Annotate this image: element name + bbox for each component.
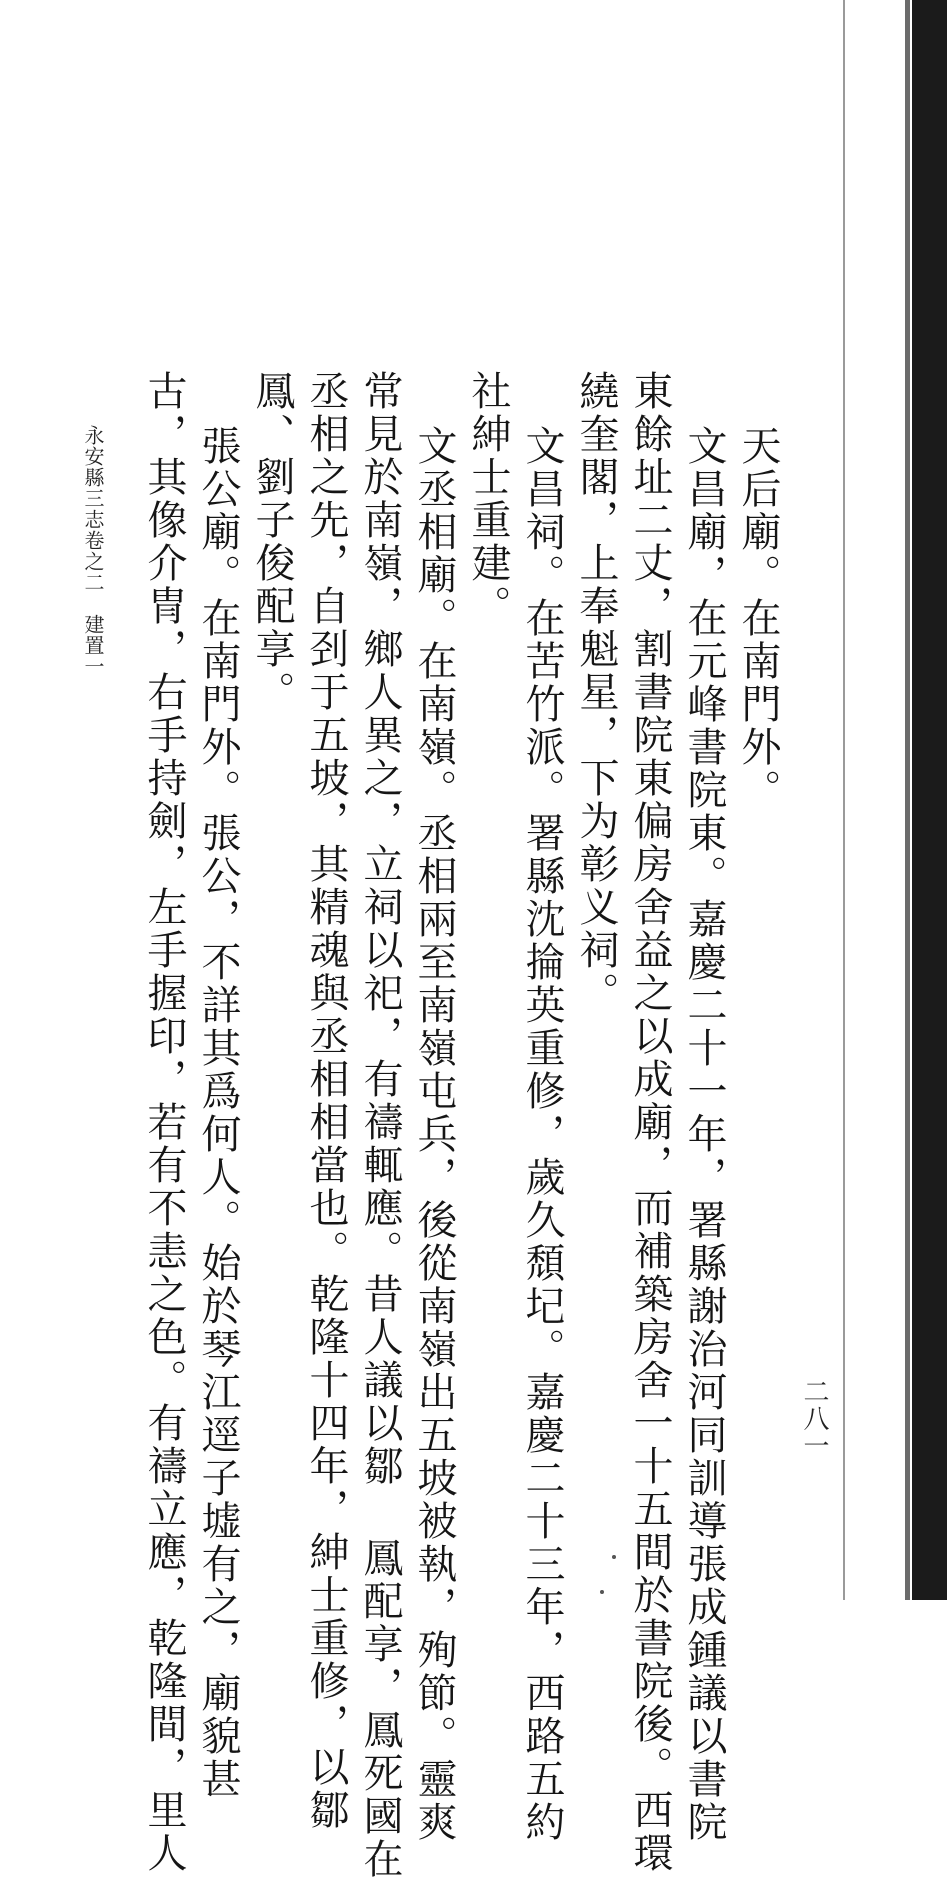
text-column-6: 社紳士重建。 (465, 370, 511, 628)
text-column-5: 文昌祠。在苦竹派。署縣沈掄英重修，歲久頹圮。嘉慶二十三年，西路五約 (519, 425, 565, 1844)
text-column-3: 東餘址二丈，割書院東偏房舍益之以成廟，而補築房舍一十五間於書院後。西環 (627, 370, 673, 1875)
scan-speck (600, 1590, 604, 1594)
page-border-line (843, 0, 845, 1600)
scan-edge-shadow (905, 0, 910, 1600)
text-column-11: 張公廟。在南門外。張公，不詳其爲何人。始於琴江逕子墟有之，廟貌甚 (195, 425, 241, 1801)
scan-edge (912, 0, 947, 1600)
text-column-10: 鳳、劉子俊配享。 (249, 370, 295, 714)
book-title-footer: 永安縣三志卷之二 建置一 (81, 425, 105, 677)
text-column-8: 常見於南嶺，鄉人異之，立祠以祀，有禱輒應。昔人議以鄒 鳳配享，鳳死國在 (357, 370, 403, 1881)
text-column-7: 文丞相廟。在南嶺。丞相兩至南嶺屯兵，後從南嶺出五坡被執，殉節。靈爽 (411, 425, 457, 1844)
page-number: 二八一 (799, 1378, 829, 1459)
text-column-2: 文昌廟，在元峰書院東。嘉慶二十一年，署縣謝治河同訓導張成鍾議以書院 (681, 425, 727, 1844)
text-column-12: 古，其像介冑，右手持劍，左手握印，若有不恚之色。有禱立應，乾隆間，里人 (141, 370, 187, 1875)
text-column-1: 天后廟。在南門外。 (735, 425, 781, 812)
text-column-4: 繞奎閣，上奉魁星，下为彰义祠。 (573, 370, 619, 1015)
scan-speck (612, 1555, 616, 1559)
text-column-9: 丞相之先，自刭于五坡，其精魂與丞相相當也。乾隆十四年，紳士重修，以鄒 (303, 370, 349, 1832)
